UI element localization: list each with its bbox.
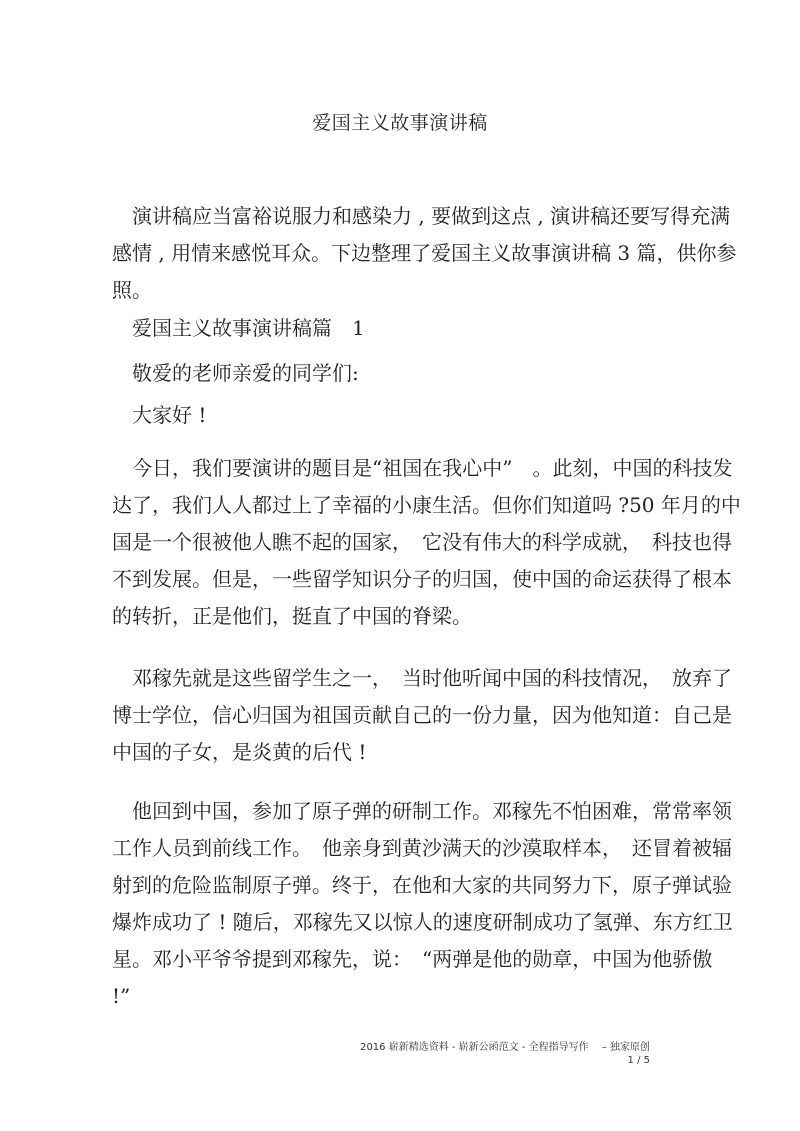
paragraph-line: 感情 , 用情来感悦耳众。下边整理了爱国主义故事演讲稿 3 篇，供你参 (112, 241, 737, 265)
paragraph-intro (112, 198, 737, 309)
paragraph-line: 照。 (112, 278, 152, 302)
page-number: 1 / 5 (627, 1055, 650, 1066)
paragraph-line: 博士学位，信心归国为祖国贡献自己的一份力量，因为他知道：自己是 (112, 703, 732, 727)
paragraph-line: 工作人员到前线工作。 他亲身到黄沙满天的沙漠取样本， 还冒着被辐 (112, 836, 732, 860)
paragraph-line: 演讲稿应当富裕说服力和感染力 , 要做到这点 , 演讲稿还要写得充满 (112, 204, 731, 228)
paragraph-line: 敬爱的老师亲爱的同学们: (112, 361, 359, 385)
paragraph-line: 他回到中国，参加了原子弹的研制工作。邓稼先不怕困难，常常率领 (112, 799, 732, 823)
section-heading (112, 310, 682, 347)
paragraph-line: !” (112, 984, 131, 1008)
paragraph-today (112, 450, 741, 635)
paragraph-line: 国是一个很被他人瞧不起的国家， 它没有伟大的科学成就， 科技也得 (112, 530, 732, 554)
paragraph-return (112, 793, 733, 1015)
paragraph-line: 星。邓小平爷爷提到邓稼先，说： “两弹是他的勋章，中国为他骄傲 (112, 947, 713, 971)
document-title: 爱国主义故事演讲稿 (312, 112, 488, 134)
paragraph-line: 不到发展。但是，一些留学知识分子的归国，使中国的命运获得了根本 (112, 567, 732, 591)
paragraph-line: 中国的子女，是炎黄的后代 ! (112, 740, 367, 764)
paragraph-greeting (112, 355, 682, 392)
paragraph-line: 邓稼先就是这些留学生之一， 当时他听闻中国的科技情况， 放弃了 (112, 666, 732, 690)
paragraph-line: 达了，我们人人都过上了幸福的小康生活。但你们知道吗 ?50 年月的中 (112, 493, 741, 517)
paragraph-deng (112, 660, 732, 771)
paragraph-line: 射到的危险监制原子弹。终于，在他和大家的共同努力下，原子弹试验 (112, 873, 732, 897)
paragraph-hello (112, 397, 682, 434)
paragraph-line: 今日，我们要演讲的题目是“祖国在我心中” 。此刻，中国的科技发 (112, 456, 733, 480)
paragraph-line: 爆炸成功了 ! 随后，邓稼先又以惊人的速度研制成功了氢弹、东方红卫 (112, 910, 733, 934)
footer-source: 2016 崭新精选资料 - 崭新公函范文 - 全程指导写作 – 独家原创 (360, 1042, 650, 1053)
paragraph-line: 爱国主义故事演讲稿篇 1 (112, 316, 365, 340)
paragraph-line: 大家好 ! (112, 403, 207, 427)
paragraph-line: 的转折，正是他们，挺直了中国的脊梁。 (112, 604, 472, 628)
